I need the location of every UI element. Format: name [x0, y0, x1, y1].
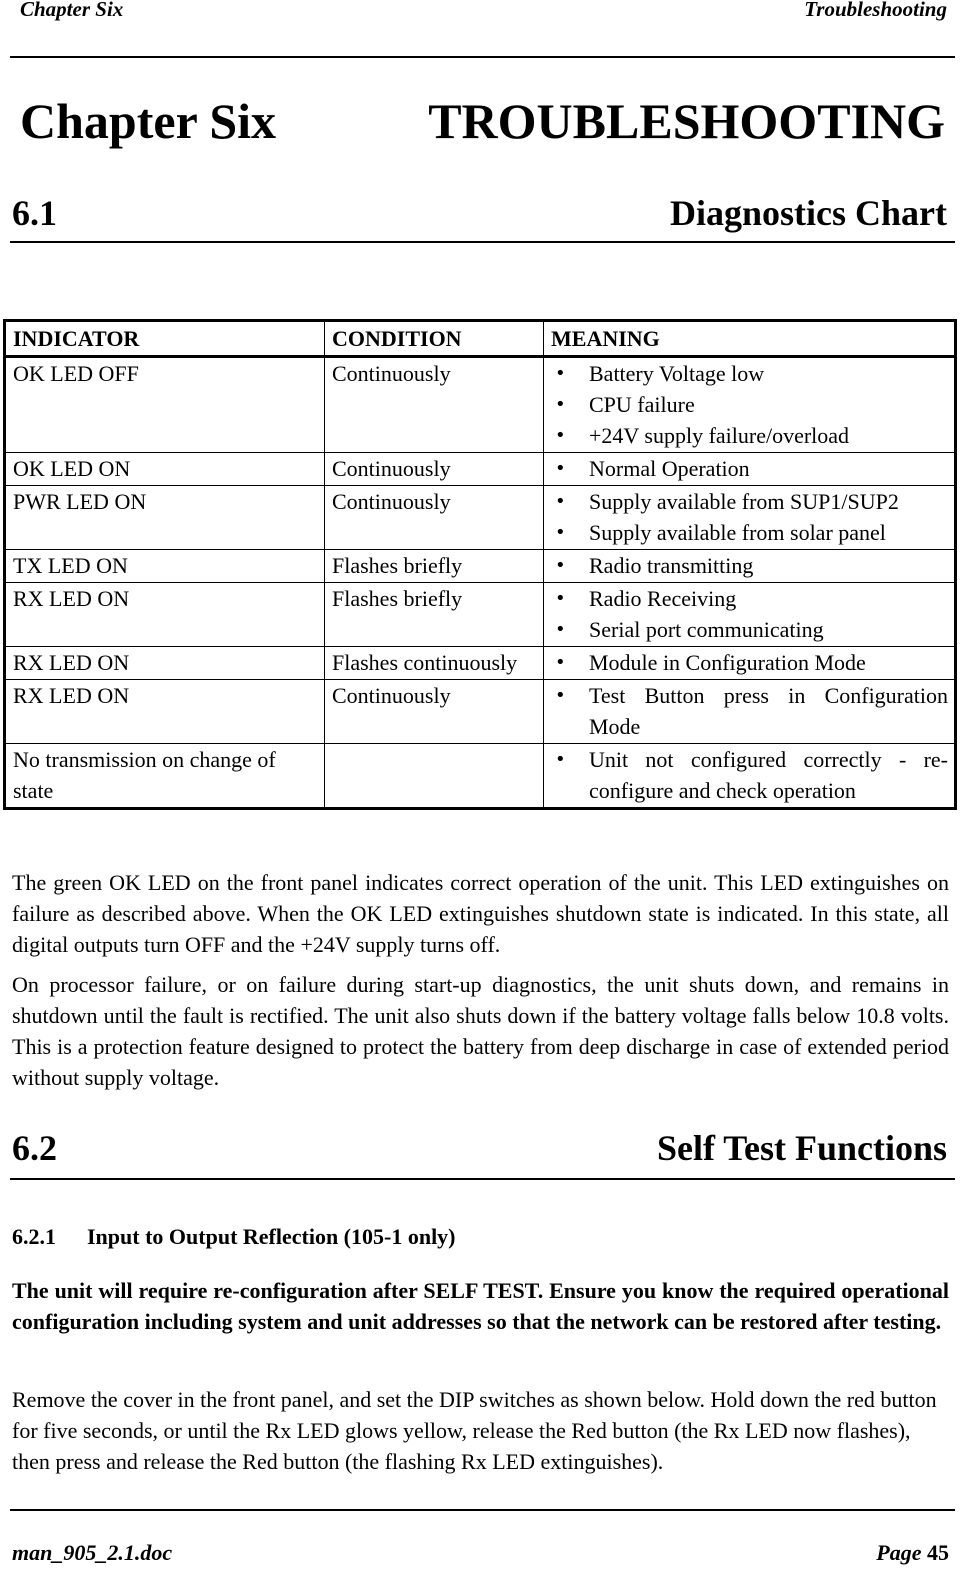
table-row	[5, 680, 956, 744]
condition-cell: Continuously	[325, 680, 544, 744]
section-title: Self Test Functions	[656, 1128, 947, 1168]
meaning-item: • +24V supply failure/overload	[551, 420, 948, 451]
condition-cell	[325, 744, 544, 809]
indicator-cell: OK LED ON	[5, 453, 325, 486]
table-header-row	[5, 321, 956, 357]
indicator-cell: TX LED ON	[5, 550, 325, 583]
running-header	[12, 0, 955, 26]
shutdown-paragraph: On processor failure, or on failure during start-up diagnostics, the unit shuts down, and remains in shutdown until the fault is rectified. The unit also shuts down if the battery voltage falls below 10.8 volts. This is a protection feature designed to protect the battery from deep discharge in case of extended period without supply voltage.	[12, 972, 949, 1090]
meaning-cell	[544, 486, 956, 550]
page-number: 45	[927, 1540, 949, 1565]
subsection-heading	[12, 1224, 456, 1250]
chapter-label: Chapter Six	[20, 93, 277, 149]
condition-cell: Flashes briefly	[325, 583, 544, 647]
meaning-cell	[544, 550, 956, 583]
self-test-instructions: Remove the cover in the front panel, and set the DIP switches as shown below. Hold down the red button for five seconds, or until the Rx LED glows yellow, release the Red button (the Rx LED now flashes), then press and release the Red button (the flashing Rx LED extinguishes).	[12, 1387, 937, 1474]
section-number: 6.2	[12, 1128, 57, 1168]
subsection-title: Input to Output Reflection (105-1 only)	[87, 1224, 456, 1249]
meaning-item: • Normal Operation	[551, 453, 948, 484]
diagnostics-table	[3, 319, 957, 810]
ok-led-paragraph: The green OK LED on the front panel indicates correct operation of the unit. This LED extinguishes on failure as described above. When the OK LED extinguishes shutdown state is indicated. In this state, all digital outputs turn OFF and the +24V supply turns off.	[12, 870, 949, 957]
table-row	[5, 486, 956, 550]
table-row	[5, 550, 956, 583]
meaning-cell	[544, 744, 956, 809]
section-title: Diagnostics Chart	[670, 193, 947, 233]
meaning-cell	[544, 647, 956, 680]
meaning-cell	[544, 453, 956, 486]
meaning-cell	[544, 357, 956, 453]
condition-cell: Flashes continuously	[325, 647, 544, 680]
subsection-number: 6.2.1	[12, 1224, 56, 1249]
footer-filename: man_905_2.1.doc	[12, 1540, 173, 1565]
meaning-item: • Module in Configuration Mode	[551, 647, 948, 678]
meaning-item: • Unit not configured correctly - re-configure and check operation	[551, 744, 948, 806]
page-footer	[12, 1540, 949, 1570]
page-label: Page	[876, 1540, 922, 1565]
header-topic: Troubleshooting	[804, 0, 947, 21]
indicator-cell: RX LED ON	[5, 680, 325, 744]
chapter-heading	[20, 92, 945, 152]
meaning-item: • Supply available from solar panel	[551, 517, 948, 548]
section-number: 6.1	[12, 193, 57, 233]
condition-cell: Continuously	[325, 486, 544, 550]
meaning-item: • Radio Receiving	[551, 583, 948, 614]
table-row	[5, 453, 956, 486]
indicator-cell: RX LED ON	[5, 583, 325, 647]
header-rule	[10, 56, 955, 58]
meaning-item: • Radio transmitting	[551, 550, 948, 581]
indicator-cell: No transmission on change of state	[5, 744, 325, 809]
section-heading-6-2	[12, 1127, 947, 1171]
condition-cell: Flashes briefly	[325, 550, 544, 583]
table-row	[5, 357, 956, 453]
meaning-item: • Supply available from SUP1/SUP2	[551, 486, 948, 517]
condition-cell: Continuously	[325, 357, 544, 453]
chapter-title: TROUBLESHOOTING	[428, 93, 945, 149]
footer-rule	[10, 1509, 955, 1511]
table-row	[5, 647, 956, 680]
meaning-item: • Battery Voltage low	[551, 358, 948, 389]
column-header: MEANING	[544, 321, 956, 357]
indicator-cell: OK LED OFF	[5, 357, 325, 453]
meaning-cell	[544, 680, 956, 744]
column-header: INDICATOR	[5, 321, 325, 357]
indicator-cell: RX LED ON	[5, 647, 325, 680]
reconfiguration-warning: The unit will require re-configuration after SELF TEST. Ensure you know the required operational configuration including system and unit addresses so that the network can be restored after testing.	[12, 1278, 949, 1334]
table-row	[5, 744, 956, 809]
section-rule	[10, 241, 955, 243]
column-header: CONDITION	[325, 321, 544, 357]
table-row	[5, 583, 956, 647]
section-heading-6-1	[12, 192, 947, 236]
meaning-item: • Test Button press in Configuration Mode	[551, 680, 948, 742]
meaning-cell	[544, 583, 956, 647]
footer-page	[876, 1540, 949, 1566]
condition-cell: Continuously	[325, 453, 544, 486]
meaning-item: • CPU failure	[551, 389, 948, 420]
section-rule	[10, 1178, 955, 1180]
indicator-cell: PWR LED ON	[5, 486, 325, 550]
header-chapter: Chapter Six	[20, 0, 124, 21]
meaning-item: • Serial port communicating	[551, 614, 948, 645]
